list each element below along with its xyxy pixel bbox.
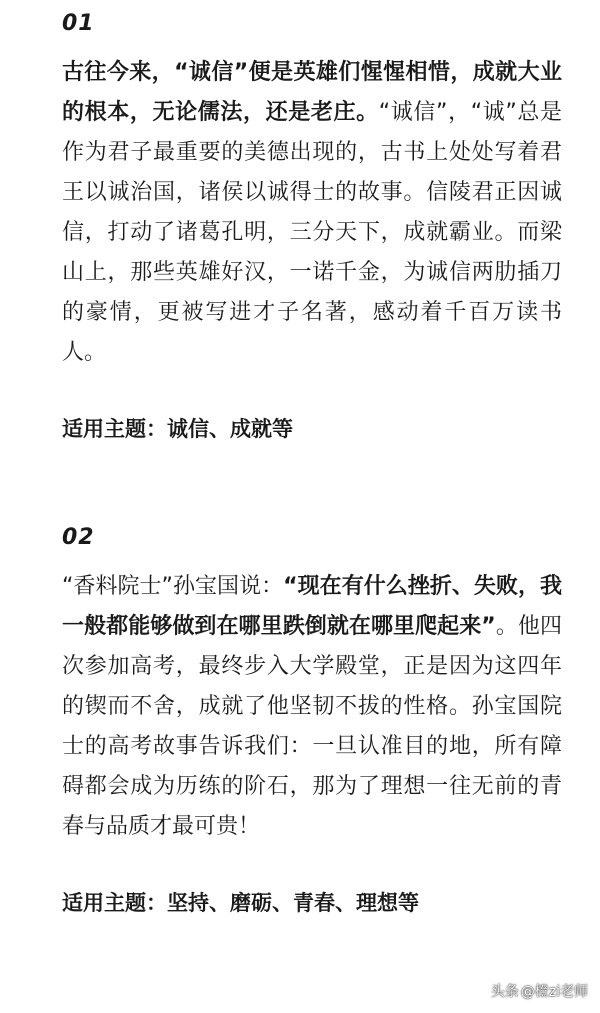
paragraph-bold-quote: “现在有什么挫折、失败，我一般都能够做到在哪里跌倒就在哪里爬起来” bbox=[62, 574, 562, 639]
section-number: 02 bbox=[62, 525, 95, 550]
watermark-handle: @橙zi老师 bbox=[520, 984, 588, 1000]
paragraph-text: “香料院士”孙宝国说： bbox=[62, 574, 284, 599]
applicable-theme: 适用主题：诚信、成就等 bbox=[62, 417, 293, 441]
paragraph-text: “诚信”，“诚”总是作为君子最重要的美德出现的，古书上处处写着君王以诚治国，诸侯以诚得士的故事。信陵君正因诚信，打动了诸葛孔明，三分天下，成就霸业。而梁山上，那些英雄好汉，一诺千金，为诚信两肋插刀的豪情，更被写进才子名著，感动着千百万读书人。 bbox=[62, 100, 562, 365]
section-02 bbox=[62, 524, 562, 923]
paragraph-text: 。他四次参加高考，最终步入大学殿堂，正是因为这四年的锲而不舍，成就了他坚韧不拔的性格。孙宝国院士的高考故事告诉我们：一旦认准目的地，所有障碍都会成为历练的阶石，那为了理想一往无前的青春与品质才最可贵！ bbox=[62, 614, 562, 839]
watermark-source: 头条 bbox=[490, 984, 519, 1000]
paragraph-bold-text: 古往今来，“诚信”便是英雄们惺惺相惜，成就大业的根本，无论儒法，还是老庄。 bbox=[62, 60, 562, 125]
source-watermark bbox=[491, 983, 588, 1001]
section-paragraph bbox=[62, 53, 562, 373]
section-01 bbox=[62, 10, 562, 449]
section-paragraph bbox=[62, 567, 562, 847]
applicable-theme: 适用主题：坚持、磨砺、青春、理想等 bbox=[62, 891, 419, 915]
section-number: 01 bbox=[62, 11, 95, 36]
